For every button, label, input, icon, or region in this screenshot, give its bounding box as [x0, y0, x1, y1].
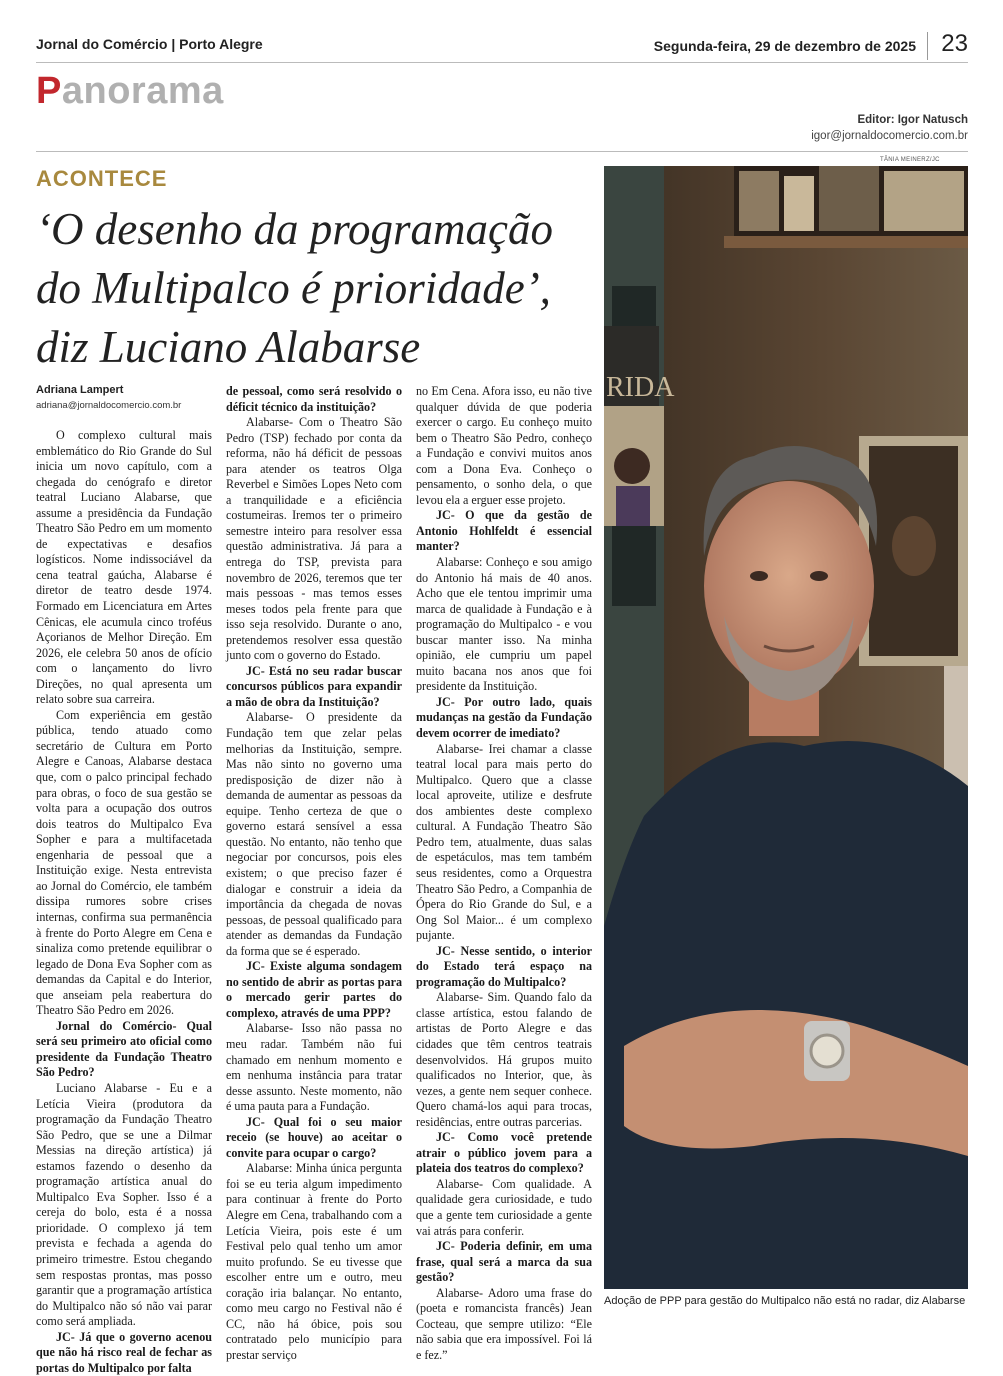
article-paragraph: Luciano Alabarse - Eu e a Letícia Vieira (produtora da programação da Fundação Theatro São Pedro, que se une a Dilmar Messias na direção artística) já estamos fazendo o desenho da programação artística anual do Multipalco Eva Sopher. Isso é a cereja do bolo, esta é a nossa prioridade. O complexo já tem prevista e fechada a agenda do primeiro trimestre. Estou chegando sem respostas prontas, mas posso garantir que a programação artística do Multipalco não só não vai parar como será ampliada.: [36, 1080, 212, 1329]
article-kicker: ACONTECE: [36, 166, 168, 191]
editor-email[interactable]: igor@jornaldocomercio.com.br: [811, 130, 968, 142]
article-paragraph: Alabarse- Com qualidade. A qualidade gera curiosidade, e tudo que a gente tem curiosidade a gente vai atrás para conferir.: [416, 1176, 592, 1238]
svg-text:RIDA: RIDA: [606, 372, 675, 403]
portrait-photo: [604, 166, 968, 1289]
author-email[interactable]: adriana@jornaldocomercio.com.br: [36, 400, 182, 411]
article-paragraph: O complexo cultural mais emblemático do Rio Grande do Sul inicia um novo capítulo, com a chegada do cenógrafo e diretor teatral Luciano Alabarse, que assume a presidência da Fundação Theatro São Pedro em um momento de expectativas e desafios logísticos. Nome indissociável da cena teatral gaúcha, Alabarse é diretor de teatro desde 1974. Formado em Licenciatura em Artes Cênicas, ele acumula cinco troféus Açorianos de Melhor Direção. Em 2026, ele celebra 50 anos de ofício com o lançamento do livro Direções, no qual apresenta um relato sobre sua carreira.: [36, 428, 212, 707]
interview-question: JC- Existe alguma sondagem no sentido de abrir as portas para o mercado gerir partes do complexo, através de uma PPP?: [226, 959, 402, 1020]
masthead: [36, 30, 968, 62]
article-paragraph: Alabarse: Conheço e sou amigo do Antonio há mais de 40 anos. Acho que ele tentou imprimir uma marca de qualidade à Fundação e à programação do Multipalco - e vou buscar manter isso. Na minha opinião, ele cumpriu um papel muito bacana nos anos que foi presidente da Instituição.: [416, 555, 592, 694]
interview-question: JC- Está no seu radar buscar concursos públicos para expandir a mão de obra da Instituição?: [226, 663, 402, 709]
article-column-1: [36, 428, 212, 1376]
section-title: [36, 70, 224, 113]
editor-credit: [811, 112, 968, 144]
article-paragraph: Alabarse- O presidente da Fundação tem que zelar pelas melhorias da Instituição, sempre. Mas não sinto no governo uma predisposição de dizer não à demanda de aumentar as pessoas da equipe. Tenho certeza de que o governo estará sensível a essa questão. No entanto, não tenho que negociar por concursos, pois eles existem; o que preciso fazer é dialogar e construir a ideia da importância da chegada de novas pessoas, de pessoal qualificado para atender as demandas da Fundação da forma que se é esperado.: [226, 710, 402, 958]
interview-question: JC- Já que o governo acenou que não há risco real de fechar as portas do Multipalco por falta: [36, 1329, 212, 1375]
interview-question: de pessoal, como será resolvido o déficit técnico da instituição?: [226, 384, 402, 414]
interview-question: Jornal do Comércio- Qual será seu primeiro ato oficial como presidente da Fundação Theatro São Pedro?: [36, 1018, 212, 1080]
issue-date: Segunda-feira, 29 de dezembro de 2025: [653, 38, 916, 54]
headline-line: diz Luciano Alabarse: [36, 322, 421, 372]
interview-question: JC- Nesse sentido, o interior do Estado terá espaço na programação do Multipalco?: [416, 943, 592, 989]
interview-question: JC- Poderia definir, em uma frase, qual será a marca da sua gestão?: [416, 1239, 592, 1285]
section-rule: [36, 151, 968, 152]
interview-question: JC- Como você pretende atrair o público jovem para a plateia dos teatros do complexo?: [416, 1130, 592, 1176]
headline-line: ‘O desenho da programação: [36, 204, 554, 254]
newspaper-name: Jornal do Comércio | Porto Alegre: [36, 36, 263, 52]
article-paragraph: Com experiência em gestão pública, tendo atuado como secretário de Cultura em Porto Alegre e Canoas, Alabarse destaca que, com o palco principal fechado para obras, o foco de sua gestão se volta para a ocupação dos outros dois teatros do Multipalco Eva Sopher e para a multifacetada engenharia de pessoal que a Instituição exige. Nesta entrevista ao Jornal do Comércio, ele também dissipa rumores sobre crises internas, confirma sua permanência à frente do Porto Alegre em Cena e sinaliza como pretende equilibrar o legado de Dona Eva Sopher com as demandas da Capital e do Interior, que anseiam pela reabertura do Theatro São Pedro em 2026.: [36, 707, 212, 1018]
photo-credit: TÂNIA MEINERZ/JC: [880, 157, 940, 163]
masthead-rule: [36, 62, 968, 63]
article-paragraph: Alabarse- Isso não passa no meu radar. Também não fui chamado em nenhum momento e em nenhuma instância para tratar desse assunto. Neste momento, não é uma pauta para a Fundação.: [226, 1021, 402, 1114]
page-number: 23: [941, 30, 968, 57]
article-paragraph: no Em Cena. Afora isso, eu não tive qualquer dúvida de que poderia exercer o cargo. Eu conheço muito bem o Theatro São Pedro, conheço a Fundação e convivi muitos anos com a Dona Eva. Conheço o pensamento, o sonho dela, o que levou ela a erguer esse projeto.: [416, 384, 592, 507]
portrait-photo-illustration: [604, 166, 968, 1289]
editor-name: Editor: Igor Natusch: [857, 114, 968, 126]
interview-question: JC- Qual foi o seu maior receio (se houve) ao aceitar o convite para ocupar o cargo?: [226, 1114, 402, 1160]
photo-caption: Adoção de PPP para gestão do Multipalco não está no radar, diz Alabarse: [604, 1295, 966, 1307]
headline-line: do Multipalco é prioridade’,: [36, 263, 551, 313]
author-name: Adriana Lampert: [36, 384, 124, 396]
article-paragraph: Alabarse- Adoro uma frase do (poeta e romancista francês) Jean Cocteau, que sempre utilizo: “Ele não sabia que era impossível. Foi lá e fez.”: [416, 1285, 592, 1362]
article-column-3: [416, 384, 592, 1363]
section-title-initial: P: [36, 70, 62, 112]
article-paragraph: Alabarse: Minha única pergunta foi se eu teria algum impedimento para continuar à frente do Porto Alegre em Cena, trabalhando com a Letícia Vieira, pois este é um Festival pelo qual tenho um amor muito profundo. Se eu tivesse que escolher entre um e outro, meu coração iria balançar. No entanto, como meu cargo no Festival não é CC, não há óbice, pois sou contratado pelo município para prestar serviço: [226, 1161, 402, 1362]
article-headline: [36, 200, 596, 377]
article-paragraph: Alabarse- Irei chamar a classe teatral local para mais perto do Multipalco. Quero que a classe local aproveite, utilize e desfrute dos ambientes deste complexo cultural. A Fundação Theatro São Pedro tem, atualmente, duas salas de espetáculos, mas tem também seus residentes, como a Orquestra Theatro São Pedro, a Companhia de Ópera do Rio Grande do Sul, e a Ong Sol Maior... é um complexo pujante.: [416, 741, 592, 943]
article-paragraph: Alabarse- Sim. Quando falo da classe artística, estou falando de artistas de Porto Alegre e das cidades que têm centros teatrais desenvolvidos. Há grupos muito qualificados no Interior, que, às vezes, a gente nem sequer conhece. Quero chamá-los aqui para trocas, residências, entre outras parcerias.: [416, 990, 592, 1129]
article-paragraph: Alabarse- Com o Theatro São Pedro (TSP) fechado por conta da reforma, não há déficit de pessoas para atender os teatros Olga Reverbel e Simões Lopes Neto com a tranquilidade e a eficiência costumeiras. Iremos ter o primeiro semestre inteiro para resolver essa questão administrativa. Já para a entrega do TSP, prevista para novembro de 2026, teremos que ter mais pessoas - mas temos esses meses todos pela frente para que isso seja resolvido. Durante o ano, pretendemos resolver essa questão junto com o governo do Estado.: [226, 415, 402, 663]
section-title-rest: anorama: [61, 70, 224, 112]
interview-question: JC- O que da gestão de Antonio Hohlfeldt é essencial manter?: [416, 508, 592, 554]
interview-question: JC- Por outro lado, quais mudanças na gestão da Fundação devem ocorrer de imediato?: [416, 694, 592, 741]
article-column-2: [226, 384, 402, 1363]
masthead-divider: [927, 32, 928, 60]
